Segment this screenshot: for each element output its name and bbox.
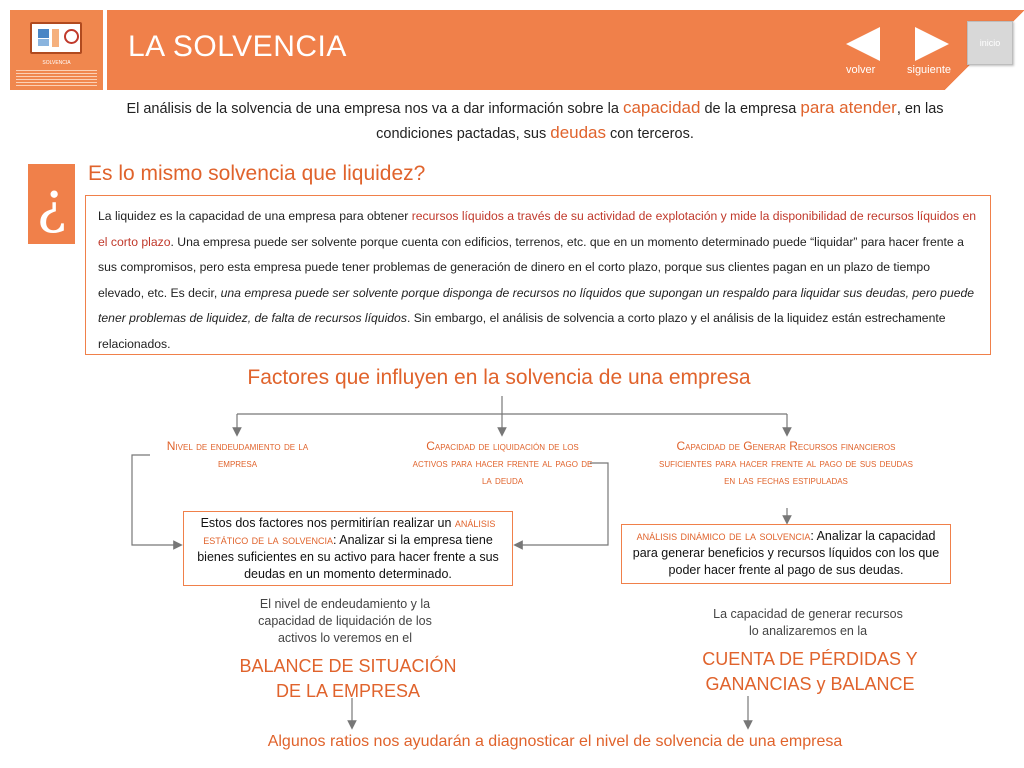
factor-debt-level: Nivel de endeudamiento de la empresa <box>166 439 309 470</box>
home-button[interactable]: inicio <box>967 21 1013 65</box>
definition-box: La liquidez es la capacidad de una empresa para obtener recursos líquidos a través de su actividad de explotación y mide la disponibilidad de recursos líquidos en el corto plazo. Una empresa puede ser solvente porque cuenta con edificios, terrenos, etc. que en un momento determinado puede “liquidar” para hacer frente a sus compromisos, pero esta empresa puede tener problemas de generación de dinero en el corto plazo, porque sus clientes pagan en un plazo de tiempo elevado, etc. Es decir, una empresa puede ser solvente porque disponga de recursos no líquidos que supongan un respaldo para liquidar sus deudas, pero puede tener problemas de liquidez, de falta de recursos líquidos. Sin embargo, el análisis de solvencia a corto plazo y el análisis de la liquidez están estrechamente relacionados. <box>85 195 991 355</box>
note-income: La capacidad de generar recursos lo analizaremos en la <box>713 607 903 638</box>
static-analysis-box: Estos dos factores nos permitirían realizar un análisis estático de la solvencia: Analizar si la empresa tiene bienes suficientes en su activo para hacer frente a sus deudas en un momento determinado. <box>183 511 513 586</box>
question-heading: Es lo mismo solvencia que liquidez? <box>88 162 426 185</box>
factors-title: Factores que influyen en la solvencia de una empresa <box>247 366 751 389</box>
prev-label[interactable]: volver <box>846 64 876 76</box>
intro-text: El análisis de la solvencia de una empresa nos va a dar información sobre la capacidad de la empresa para atender, en las condiciones pactadas, sus deudas con terceros. <box>126 98 944 142</box>
dynamic-analysis-box: análisis dinámico de la solvencia: Analizar la capacidad para generar beneficios y recursos líquidos con los que poder hacer frente al pago de sus deudas. <box>621 524 951 584</box>
note-balance: El nivel de endeudamiento y la capacidad de liquidación de los activos lo veremos en el <box>258 597 432 645</box>
footer-note: Algunos ratios nos ayudarán a diagnosticar el nivel de solvencia de una empresa <box>267 733 843 750</box>
logo-caption: SOLVENCIA <box>42 60 71 66</box>
question-mark-icon: ¿ <box>28 164 75 244</box>
page-title: LA SOLVENCIA <box>128 30 347 63</box>
factor-asset-liquidation: Capacidad de liquidación de los activos para hacer frente al pago de la deuda <box>412 439 593 487</box>
balance-sheet-label: BALANCE DE SITUACIÓN DE LA EMPRESA <box>239 656 457 701</box>
factor-resource-generation: Capacidad de Generar Recursos financieros suficientes para hacer frente al pago de sus deudas en las fechas estipuladas <box>659 439 913 487</box>
income-statement-label: CUENTA DE PÉRDIDAS Y GANANCIAS y BALANCE <box>702 649 918 694</box>
next-label[interactable]: siguiente <box>907 64 952 76</box>
